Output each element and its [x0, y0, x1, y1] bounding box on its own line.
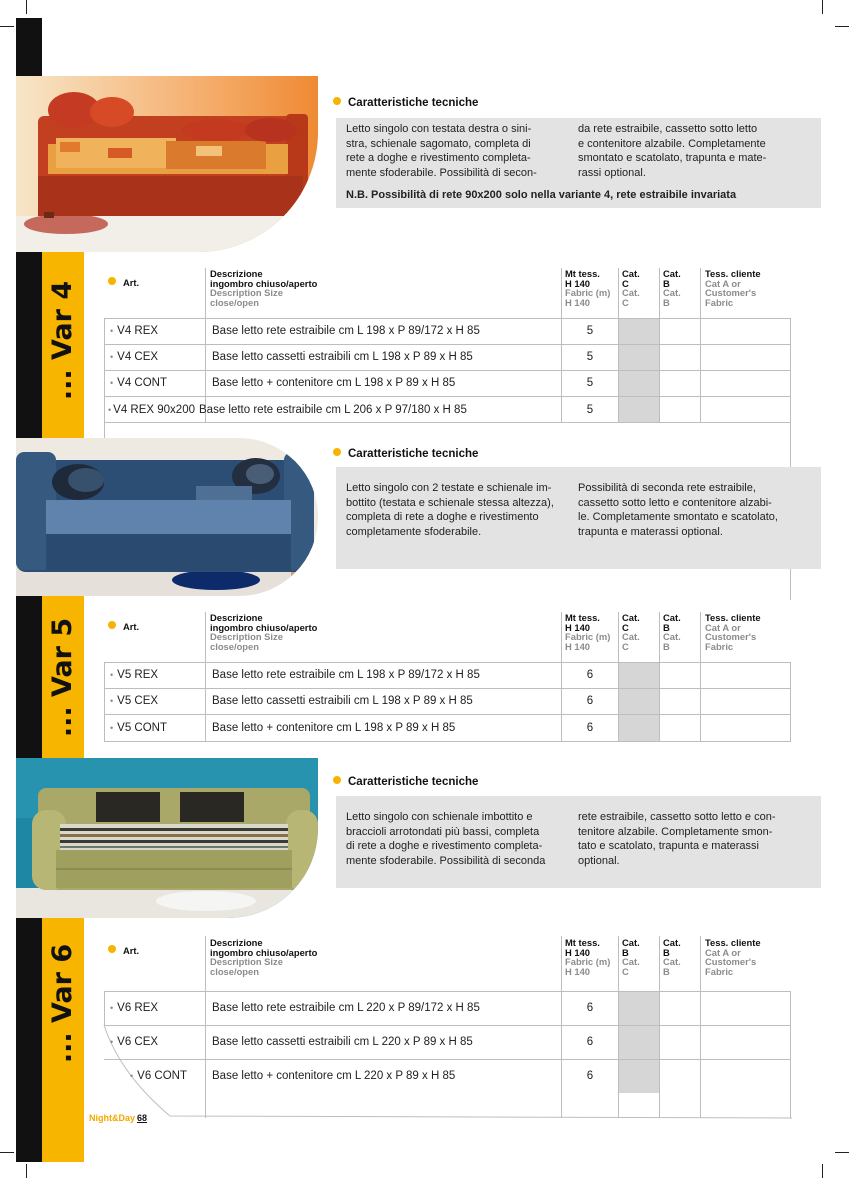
var6-mt-header: Mt tess. H 140 Fabric (m) H 140 [565, 937, 611, 977]
var6-row2-mt: 6 [586, 1036, 594, 1048]
var5-tess-header: Tess. cliente Cat A or Customer's Fabric [705, 612, 761, 652]
bullet-dot-icon [108, 277, 116, 285]
var4-row2-code: • V4 CEX [110, 351, 159, 363]
var6-row1-mt: 6 [586, 1002, 594, 1014]
var6-desc-col1: Letto singolo con schienale imbottito e braccioli arrotondati più bassi, completa di rete a doghe e rivestimento completa- mente sfoderabile. Possibilità di seconda [346, 811, 546, 867]
var5-row1-code: • V5 REX [110, 669, 159, 681]
table-divider [104, 422, 791, 423]
footer-brand: Night&Day [89, 1113, 136, 1123]
var6-row3-mt: 6 [586, 1070, 594, 1082]
var4-tab [42, 240, 84, 440]
var6-desc-col2: rete estraibile, cassetto sotto letto e con- tenitore alzabile. Completamente smon- tato e scatolato, trapunta e materassi optional. [578, 811, 776, 867]
var6-tech-title: Caratteristiche tecniche [333, 776, 478, 788]
var5-art-header: Art. [108, 621, 139, 632]
bullet-dot-icon [108, 945, 116, 953]
var4-row4-code: • V4 REX 90x200 [108, 404, 195, 416]
var4-tech-title: Caratteristiche tecniche [333, 97, 478, 109]
var6-tab [42, 918, 84, 1162]
page-number: 68 [137, 1113, 148, 1123]
var4-label: ... Var 4 [47, 280, 79, 400]
var4-catc-header: Cat. C Cat. C [622, 268, 640, 308]
var5-row1-desc: Base letto rete estraibile cm L 198 x P 89/172 x H 85 [212, 669, 480, 681]
bullet-dot-icon [333, 776, 341, 784]
var6-tess-header: Tess. cliente Cat A or Customer's Fabric [705, 937, 761, 977]
var5-desc-col1: Letto singolo con 2 testate e schienale im- bottito (testata e schienale stessa altezza), completa di rete a doghe e rivestimento completamente sfoderabile. [346, 482, 554, 538]
var5-row2-mt: 6 [586, 695, 594, 707]
var6-catb-header: Cat. B Cat. B [663, 937, 681, 977]
bullet-dot-icon [108, 621, 116, 629]
var4-row1-code: • V4 REX [110, 325, 159, 337]
var6-label: ... Var 6 [47, 943, 79, 1063]
var5-row3-code: • V5 CONT [110, 722, 167, 734]
var5-row2-code: • V5 CEX [110, 695, 159, 707]
var5-row2-desc: Base letto cassetti estraibili cm L 198 x P 89 x H 85 [212, 695, 473, 707]
var5-row1-mt: 6 [586, 669, 594, 681]
var6-row2-code: • V6 CEX [110, 1036, 159, 1048]
var4-row1-desc: Base letto rete estraibile cm L 198 x P 89/172 x H 85 [212, 325, 480, 337]
var5-mt-header: Mt tess. H 140 Fabric (m) H 140 [565, 612, 611, 652]
var5-catb-header: Cat. B Cat. B [663, 612, 681, 652]
var5-tech-title: Caratteristiche tecniche [333, 448, 478, 460]
var4-row3-desc: Base letto + contenitore cm L 198 x P 89 x H 85 [212, 377, 456, 389]
var4-row3-mt: 5 [586, 377, 594, 389]
var4-desc-col2: da rete estraibile, cassetto sotto letto e contenitore alzabile. Completamente smontato e scatolato, trapunta e mate- rassi optional. [578, 123, 767, 179]
var6-art-header: Art. [108, 945, 139, 956]
var5-row3-mt: 6 [586, 722, 594, 734]
var4-tess-header: Tess. cliente Cat A or Customer's Fabric [705, 268, 761, 308]
var4-catb-header: Cat. B Cat. B [663, 268, 681, 308]
var6-desc-header: Descrizione ingombro chiuso/aperto Description Size close/open [210, 937, 318, 977]
var4-row2-mt: 5 [586, 351, 594, 363]
var5-label: ... Var 5 [47, 617, 79, 737]
var6-row1-code: • V6 REX [110, 1002, 159, 1014]
var6-row2-desc: Base letto cassetti estraibili cm L 220 x P 89 x H 85 [212, 1036, 473, 1048]
var4-row4-desc: Base letto rete estraibile cm L 206 x P 97/180 x H 85 [199, 404, 467, 416]
var4-row1-mt: 5 [586, 325, 594, 337]
var4-desc-header: Descrizione ingombro chiuso/aperto Description Size close/open [210, 268, 318, 308]
var6-sofa-bed-photo [16, 758, 318, 918]
bullet-dot-icon [333, 448, 341, 456]
var4-nb-note: N.B. Possibilità di rete 90x200 solo nella variante 4, rete estraibile invariata [346, 189, 737, 201]
var6-catc-header: Cat. B Cat. C [622, 937, 640, 977]
var4-bed-photo [16, 76, 318, 252]
var4-row4-mt: 5 [586, 404, 594, 416]
bullet-dot-icon [333, 97, 341, 105]
var5-desc-header: Descrizione ingombro chiuso/aperto Description Size close/open [210, 612, 318, 652]
var4-art-header: Art. [108, 277, 139, 288]
table-divider [104, 741, 791, 742]
var4-row2-desc: Base letto cassetti estraibili cm L 198 x P 89 x H 85 [212, 351, 473, 363]
var6-row3-code: • V6 CONT [130, 1070, 187, 1082]
var5-desc-col2: Possibilità di seconda rete estraibile, cassetto sotto letto e contenitore alzabi- le. Completamente smontato e scatolato, trapunta e materassi optional. [578, 482, 778, 538]
var4-row3-code: • V4 CONT [110, 377, 167, 389]
var4-mt-header: Mt tess. H 140 Fabric (m) H 140 [565, 268, 611, 308]
var5-tab [42, 596, 84, 758]
var5-catc-header: Cat. C Cat. C [622, 612, 640, 652]
var5-row3-desc: Base letto + contenitore cm L 198 x P 89 x H 85 [212, 722, 456, 734]
var6-row3-desc: Base letto + contenitore cm L 220 x P 89 x H 85 [212, 1070, 456, 1082]
var6-row1-desc: Base letto rete estraibile cm L 220 x P 89/172 x H 85 [212, 1002, 480, 1014]
var5-sofa-bed-photo [16, 438, 318, 596]
var4-desc-col1: Letto singolo con testata destra o sini- stra, schienale sagomato, completa di rete a doghe e rivestimento completa- mente sfoderabile. Possibilità di secon- [346, 123, 537, 179]
